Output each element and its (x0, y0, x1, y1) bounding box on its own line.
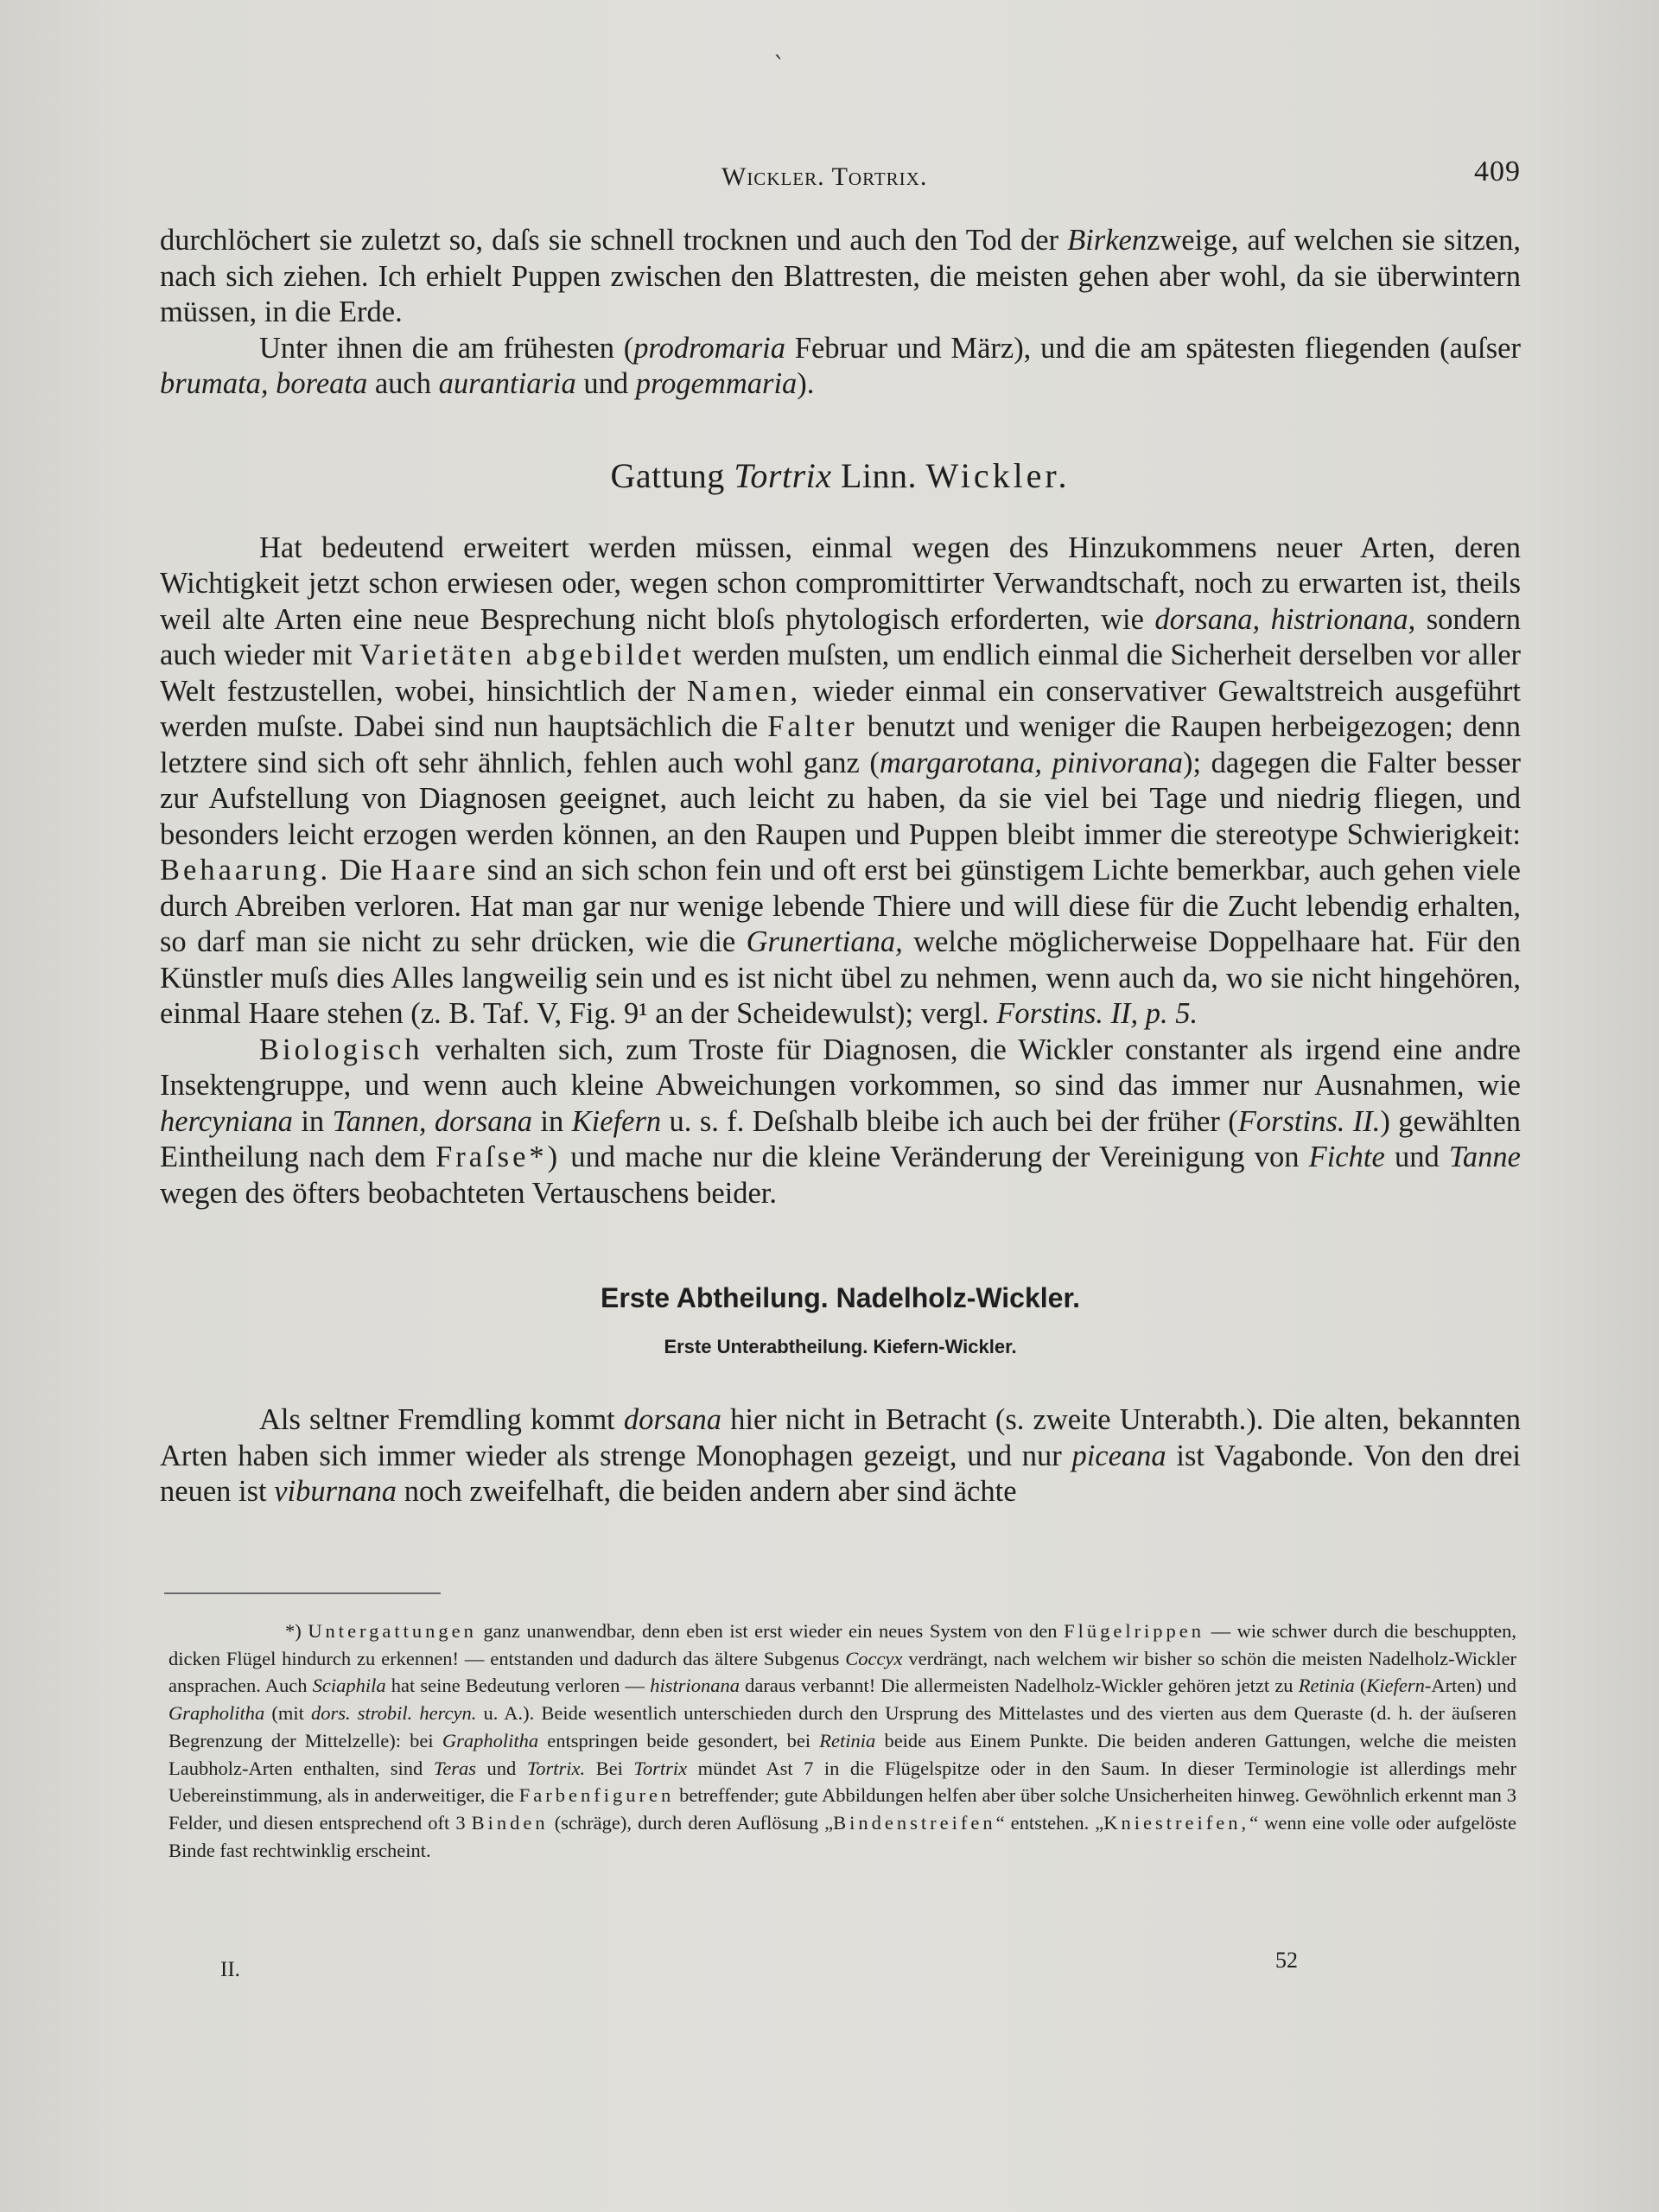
paragraph-5 (160, 1402, 1521, 1510)
subdivision-heading: Erste Unterabtheilung. Kiefern-Wickler. (664, 1335, 1017, 1357)
text-run: und mache nur die kleine Veränderung der Vereinigung von (561, 1141, 1309, 1173)
genus-name: Tortrix (734, 455, 832, 495)
stray-mark: ` (773, 52, 785, 80)
text-run-spaced: Biologisch (259, 1033, 423, 1066)
text-run-spaced: Flügelrippen (1064, 1620, 1205, 1642)
text-run: beide aus Einem Punkte. Die beiden anderen Gattungen, welche die meisten Laubholz-Arten enthalten, sind (168, 1729, 1516, 1779)
text-run-italic: Tortrix. (526, 1757, 586, 1779)
text-run: und (476, 1757, 527, 1779)
text-run: ( (1354, 1675, 1367, 1697)
main-text (160, 223, 1521, 1510)
text-run: und (1384, 1141, 1449, 1173)
text-run: wegen des öfters beobachteten Vertauschens beider. (160, 1176, 778, 1210)
text-run: *) (285, 1620, 308, 1642)
text-run: entspringen beide gesondert, bei (538, 1729, 820, 1751)
text-run-italic: Kiefern (1366, 1675, 1425, 1697)
text-run-spaced: Untergattungen (308, 1620, 477, 1642)
text-run-spaced: Behaarung. (160, 854, 332, 887)
text-run-italic: prodromaria (633, 331, 785, 365)
footnote-divider (164, 1592, 441, 1594)
text-run-italic: Grapholitha (442, 1729, 539, 1751)
text-run-italic: piceana (1071, 1439, 1166, 1472)
signature-mark: II. (220, 1958, 240, 1981)
common-name: Wickler. (925, 455, 1071, 495)
text-run-italic: Sciaphila (312, 1675, 386, 1697)
paragraph-2 (160, 331, 1521, 403)
text-run: sondern auch wieder mit (160, 602, 1521, 671)
text-run: daraus verbannt! Die allermeisten Nadelholz-Wickler gehören jetzt zu (740, 1675, 1299, 1697)
text-run: — wie schwer durch die beschuppten, dicken Flügel hindurch zu erkennen! — entstanden und dadurch das ältere Subgenus (168, 1620, 1516, 1669)
text-run: welche möglicherweise Doppelhaare hat. Für den Künstler muſs dies Alles langweilig sein und es ist nicht übel zu nehmen, wenn auch da, wo sie nicht hingehören, einmal Haare stehen (z. B. Taf. V, Fig. 9¹ an der Scheidewulst); vergl. (160, 925, 1521, 1030)
text-run: durchlöchert sie zuletzt so, daſs sie schnell trocknen und auch den Tod der (160, 224, 1068, 257)
text-run: in (532, 1104, 572, 1138)
text-run: auch (367, 367, 439, 400)
running-head: Wickler. Tortrix. (721, 162, 928, 191)
text-run: Linn. (831, 455, 926, 495)
text-run-italic: viburnana (274, 1475, 397, 1508)
division-heading: Erste Abtheilung. Nadelholz-Wickler. (600, 1282, 1081, 1313)
text-run: wieder einmal ein conservativer Gewaltstreich ausgeführt werden muſste. Dabei sind nun hauptsächlich die (160, 674, 1521, 743)
text-run: Gattung (610, 455, 734, 495)
text-run-italic: Retinia (819, 1729, 876, 1751)
text-run-italic: Grapholitha (168, 1702, 265, 1725)
text-run: noch zweifelhaft, die beiden andern aber sind ächte (397, 1475, 1017, 1508)
text-run: ). (797, 367, 815, 400)
text-run: “ wenn eine volle oder aufgelöste Binde fast rechtwinklig erscheint. (168, 1811, 1516, 1861)
text-run: ist Vagabonde. Von den drei neuen ist (160, 1439, 1521, 1508)
text-run-italic: Tannen, dorsana (332, 1104, 533, 1138)
text-run: Als seltner Fremdling kommt (259, 1403, 624, 1436)
text-run: u. A.). Beide wesentlich unterschieden durch den Ursprung des Mittelastes und des vierten aus dem Queraste (d. h. der äuſseren Begrenzung der Mittelzelle): bei (168, 1702, 1516, 1751)
text-run-italic: aurantiaria (438, 367, 576, 400)
text-run: sind an sich schon fein und oft erst bei günstigem Lichte bemerkbar, auch gehen viele durch Abreiben verloren. Hat man gar nur wenige lebende Thiere und will diese für die Zucht lebendig erhalten, so darf man sie nicht zu sehr drücken, wie die (160, 854, 1521, 958)
text-run-italic: Kiefern (571, 1104, 662, 1138)
text-run: zweige, auf welchen sie sitzen, nach sich ziehen. Ich erhielt Puppen zwischen den Blattresten, die meisten gehen aber wohl, da sie überwintern müssen, in die Erde. (160, 224, 1521, 328)
text-run: -Arten) und (1424, 1675, 1516, 1697)
paragraph-4 (160, 1033, 1521, 1212)
text-run: betreffender; gute Abbildungen helfen aber über solche Unsicherheiten hinweg. Gewöhnlich erkennt man 3 Felder, und diesen entsprechend oft 3 (168, 1784, 1516, 1834)
text-run: Die (331, 854, 391, 887)
text-run-italic: margarotana, pinivorana (879, 746, 1183, 779)
text-run-italic: dorsana, histrionana, (1154, 602, 1416, 636)
text-run: (mit (264, 1702, 311, 1725)
text-run-italic: Tortrix (633, 1757, 688, 1779)
text-run: Februar und März), und die am spätesten fliegenden (auſser (785, 331, 1521, 365)
text-run-italic: histrionana (650, 1675, 740, 1697)
text-run: u. s. f. Deſshalb bleibe ich auch bei der früher ( (661, 1104, 1238, 1138)
paragraph-3 (160, 531, 1521, 1033)
text-run-italic: Fichte (1308, 1141, 1385, 1173)
text-run-italic: progemmaria (635, 367, 798, 400)
text-run-italic: dorsana (623, 1403, 721, 1436)
text-run-spaced: Falter (767, 710, 858, 743)
page-number: 409 (1474, 156, 1521, 188)
text-run-italic: Tanne (1448, 1141, 1521, 1173)
text-run: werden muſsten, um endlich einmal die Sicherheit derselben vor aller Welt festzustellen, wobei, hinsichtlich der (160, 639, 1521, 708)
text-run-spaced: Binden (471, 1811, 549, 1834)
text-run: “ entstehen. „ (995, 1811, 1104, 1834)
text-run: ); dagegen die Falter besser zur Aufstellung von Diagnosen geeignet, auch leicht zu haben, da sie viel bei Tage und niedrig fliegen, und besonders leicht erzogen werden können, an den Raupen und Puppen bleibt immer die stereotype Schwierigkeit: (160, 746, 1521, 851)
text-run-italic: Teras (433, 1757, 477, 1779)
text-run: in (292, 1104, 333, 1138)
text-run: (schräge), durch deren Auflösung „ (548, 1811, 834, 1834)
text-run: und (575, 367, 636, 400)
text-run-italic: hercyniana (160, 1104, 293, 1138)
text-run-spaced: Haare (390, 854, 480, 887)
text-run: Hat bedeutend erweitert werden müssen, einmal wegen des Hinzukommens neuer Arten, deren Wichtigkeit jetzt schon erwiesen oder, wegen schon compromittirter Verwandtschaft, noch zu erwarten ist, theils weil alte Arten eine neue Besprechung nicht bloſs phytologisch erforderten, wie (160, 531, 1521, 636)
genus-heading (160, 456, 1521, 496)
text-run-spaced: Kniestreifen, (1103, 1811, 1250, 1834)
text-run-spaced: Namen, (686, 674, 802, 708)
text-run-italic: Coccyx (845, 1647, 903, 1669)
text-run-italic: dors. strobil. hercyn. (310, 1702, 477, 1725)
text-run: verdrängt, nach welchem wir bisher so schön die meisten Nadelholz-Wickler ansprachen. Auch (168, 1647, 1516, 1697)
footnote-text (168, 1618, 1516, 1864)
text-run: Unter ihnen die am frühesten ( (259, 331, 634, 365)
text-run: Bei (585, 1757, 634, 1779)
text-run: hier nicht in Betracht (s. zweite Unterabth.). Die alten, bekannten Arten haben sich immer wieder als strenge Monophagen gezeigt, und nur (160, 1403, 1522, 1472)
text-run: ganz unanwendbar, denn eben ist erst wieder ein neues System von den (476, 1620, 1065, 1642)
text-run-italic: Forstins. II, p. 5. (996, 997, 1198, 1030)
text-run-spaced: Bindenstreifen (833, 1811, 996, 1834)
text-run-italic: brumata, boreata (160, 367, 368, 400)
text-run: mündet Ast 7 in die Flügelspitze oder in den Saum. In dieser Terminologie ist allerdings mehr Uebereinstimmung, als in anderweitiger, die (168, 1757, 1516, 1807)
text-run-italic: Retinia (1298, 1675, 1355, 1697)
text-run: ) gewählten Eintheilung nach dem (160, 1104, 1522, 1173)
text-run-italic: Forstins. II. (1237, 1104, 1381, 1138)
text-run: verhalten sich, zum Troste für Diagnosen, die Wickler constanter als irgend eine andre Insektengruppe, und wenn auch kleine Abweichungen vorkommen, so sind das immer nur Ausnahmen, wie (160, 1033, 1521, 1102)
text-run: benutzt und weniger die Raupen herbeigezogen; denn letztere sind sich oft sehr ähnlich, fehlen auch wohl ganz ( (160, 710, 1521, 779)
footnote-reference[interactable]: Fraſse*) (435, 1141, 562, 1173)
paragraph-1 (160, 223, 1521, 331)
text-run-spaced: Farbenfiguren (518, 1784, 675, 1807)
sheet-number: 52 (1275, 1948, 1298, 1973)
text-run: hat seine Bedeutung verloren — (385, 1675, 651, 1697)
text-run-italic: Birken (1067, 224, 1147, 257)
footnote (168, 1618, 1516, 1864)
text-run-italic: Grunertiana, (746, 925, 903, 958)
text-run-spaced: Varietäten abgebildet (359, 639, 685, 671)
